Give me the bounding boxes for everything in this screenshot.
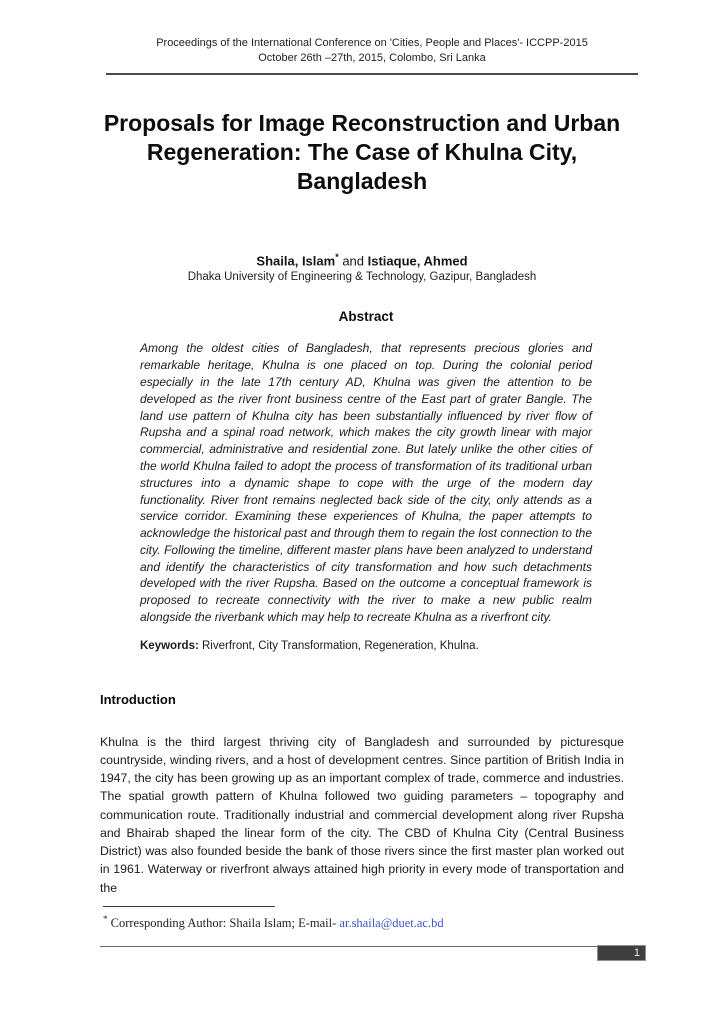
paper-title-line2: Regeneration: The Case of Khulna City,	[146, 139, 578, 165]
paper-title-line1: Proposals for Image Reconstruction and Urban	[103, 110, 621, 136]
abstract-body: Among the oldest cities of Bangladesh, that represents precious glories and remarkable heritage, Khulna is one placed on top. During the colonial period especially in the late 17th century AD, Khulna was given the attention to be developed as the river front business centre of the East part of grater Bangle. The land use pattern of Khulna city has been substantially influenced by river flow of Rupsha and a spinal road network, which makes the city growth linear with major commercial, administrative and residential zone. But lately unlike the other cities of the world Khulna failed to adopt the process of transformation of its traditional urban structures into a dynamic shape to cope with the urge of the modern day functionality. River front remains neglected back side of the city, only attends as a service corridor. Examining these experiences of Khulna, the paper attempts to acknowledge the historical past and through them to regain the lost connection to the city. Following the timeline, different master plans have been analyzed to understand and identify the characteristics of city transformation and how such detachments developed with the river Rupsha. Based on the outcome a conceptual framework is proposed to recreate connectivity with the river to make a new public realm alongside the riverbank which may help to recreate Khulna as a riverfront city.	[140, 341, 592, 625]
authors-line	[0, 252, 724, 268]
footnote-marker: *	[103, 914, 108, 924]
footer-separator	[100, 946, 597, 947]
abstract-heading: Abstract	[338, 309, 394, 325]
author-1-name: Shaila, Islam	[256, 253, 336, 269]
keywords-label: Keywords:	[140, 639, 199, 652]
keywords-text: Riverfront, City Transformation, Regeneration, Khulna.	[198, 639, 479, 652]
author-2-name: Istiaque, Ahmed	[367, 253, 468, 269]
paper-title-line3: Bangladesh	[296, 168, 428, 194]
footnote	[103, 906, 623, 931]
introduction-paragraph: Khulna is the third largest thriving city of Bangladesh and surrounded by picturesque countryside, winding rivers, and a host of development centres. Since partition of British India in 1947, the city has been growing up as an important complex of trade, commerce and industries. The spatial growth pattern of Khulna followed two guiding parameters – topography and communication route. Traditionally industrial and commercial development along river Rupsha and Bhairab shaped the linear form of the city. The CBD of Khulna City (Central Business District) was also founded beside the bank of those rivers since the first master plan worked out in 1961. Waterway or riverfront always attained high priority in every mode of transportation and the	[100, 734, 624, 895]
conference-header-line2: October 26th –27th, 2015, Colombo, Sri Lanka	[258, 52, 486, 64]
email-link[interactable]: ar.shaila@duet.ac.bd	[339, 916, 444, 931]
paper-title	[90, 109, 634, 196]
page-number: 1	[597, 945, 646, 961]
keywords-line	[140, 640, 592, 652]
abstract-section	[140, 309, 592, 652]
authors-connector: and	[338, 253, 368, 269]
corresponding-author-asterisk: *	[335, 252, 339, 262]
conference-header-line1: Proceedings of the International Conference on 'Cities, People and Places'- ICCPP-2015	[156, 37, 588, 49]
affiliation: Dhaka University of Engineering & Technology, Gazipur, Bangladesh	[187, 271, 537, 284]
introduction-heading: Introduction	[100, 691, 176, 707]
footnote-separator	[103, 906, 275, 907]
footnote-text: Corresponding Author: Shaila Islam; E-mail-	[107, 916, 340, 931]
conference-header	[106, 0, 638, 75]
